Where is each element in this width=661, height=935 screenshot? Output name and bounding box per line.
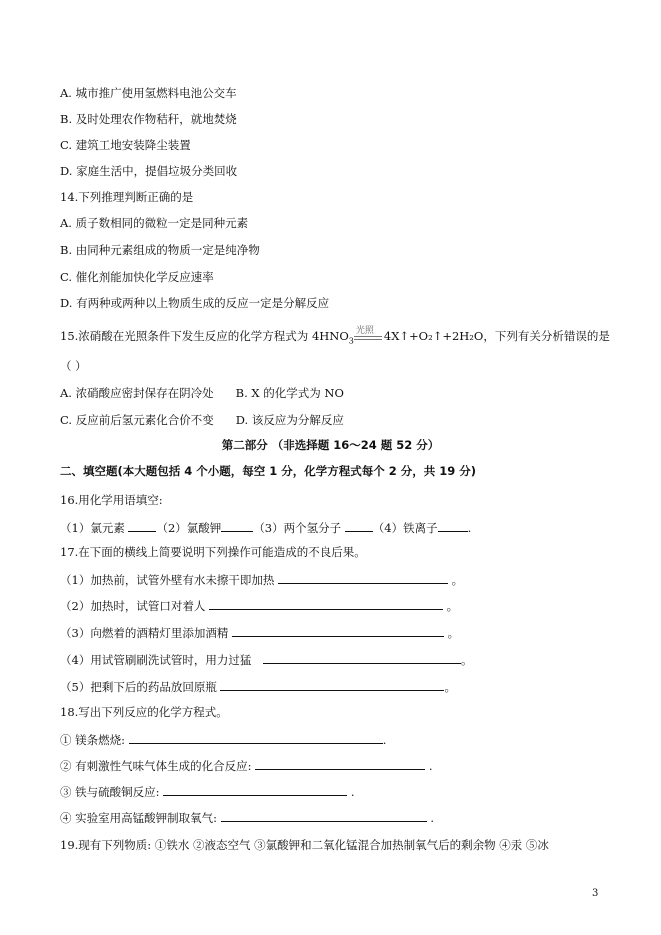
q17-item-text: （2）加热时，试管口对着人	[60, 599, 206, 613]
q16-p1: （1）氯元素	[60, 521, 125, 535]
q17-item-2	[60, 597, 458, 614]
blank[interactable]	[345, 519, 373, 532]
blank[interactable]	[128, 519, 156, 532]
q15-option-a: A. 浓硝酸应密封保存在阴冷处	[60, 386, 214, 400]
q14-option-b: B. 由同种元素组成的物质一定是纯净物	[60, 243, 260, 257]
q17-item-3	[60, 624, 459, 641]
q17-item-5	[60, 678, 456, 695]
section-title: 第二部分 （非选择题 16～24 题 52 分）	[221, 438, 440, 452]
blank[interactable]	[220, 678, 444, 691]
q14-option-a: A. 质子数相同的微粒一定是同种元素	[60, 216, 249, 230]
q15-stem	[60, 328, 610, 349]
q13-option-c: C. 建筑工地安装降尘装置	[60, 138, 191, 152]
period: 。	[451, 573, 464, 587]
period: .	[430, 811, 434, 825]
q17-item-text: （1）加热前，试管外壁有水未擦干即加热	[60, 573, 275, 587]
q18-item-4	[60, 809, 434, 826]
blank[interactable]	[221, 809, 427, 822]
reaction-condition: 光照	[355, 326, 374, 336]
blank[interactable]	[163, 783, 347, 796]
q16-p4: （4）铁离子	[372, 521, 438, 535]
q15-sub3: 3	[348, 336, 354, 346]
period: 。	[460, 653, 473, 667]
q16-end: .	[467, 521, 472, 535]
q15-paren: （ ）	[60, 359, 87, 373]
period: 。	[447, 626, 460, 640]
q13-option-a: A. 城市推广使用氢燃料电池公交车	[60, 86, 237, 100]
page-number: 3	[592, 888, 599, 899]
q16-p2: （2）氯酸钾	[156, 521, 222, 535]
q14-option-d: D. 有两种或两种以上物质生成的反应一定是分解反应	[60, 296, 330, 310]
period: 。	[446, 599, 459, 613]
blank[interactable]	[255, 757, 425, 770]
q15-option-b: B. X 的化学式为 NO	[235, 386, 344, 400]
period: .	[428, 759, 433, 773]
blank[interactable]	[438, 519, 468, 532]
q18-item-text: ③ 铁与硫酸铜反应:	[60, 785, 160, 799]
q14-stem: 14.下列推理判断正确的是	[60, 190, 194, 204]
q18-item-text: ② 有刺激性气味气体生成的化合反应:	[60, 759, 252, 773]
q15-option-d: D. 该反应为分解反应	[235, 413, 344, 427]
q18-item-text: ① 镁条燃烧:	[60, 733, 126, 747]
q13-option-b: B. 及时处理农作物秸秆，就地焚烧	[60, 112, 237, 126]
q15-options-row1	[60, 385, 344, 401]
q17-item-text: （5）把剩下后的药品放回原瓶	[60, 680, 217, 694]
blank[interactable]	[221, 519, 253, 532]
q15-stem-pre: 15.浓硝酸在光照条件下发生反应的化学方程式为 4HNO	[60, 329, 349, 343]
q15-eq-right: 4X↑+O₂↑+2H₂O，下列有关分析错误的是	[383, 329, 610, 343]
equals-sign-icon	[354, 336, 382, 340]
blank[interactable]	[278, 571, 448, 584]
period: .	[382, 733, 387, 747]
q18-stem: 18.写出下列反应的化学方程式。	[60, 705, 228, 719]
q17-stem: 17.在下面的横线上简要说明下列操作可能造成的不良后果。	[60, 545, 366, 559]
q17-item-text: （3）向燃着的酒精灯里添加酒精	[60, 626, 229, 640]
q18-item-2	[60, 757, 433, 774]
blank[interactable]	[129, 731, 383, 744]
q17-item-4	[60, 651, 472, 668]
section-heading: 二、填空题(本大题包括 4 个小题，每空 1 分，化学方程式每个 2 分，共 19 分)	[60, 464, 477, 478]
blank[interactable]	[232, 624, 444, 637]
q16-blanks-row	[60, 519, 471, 536]
blank[interactable]	[209, 597, 443, 610]
q18-item-3	[60, 783, 355, 800]
q15-options-row2	[60, 412, 344, 428]
blank[interactable]	[263, 651, 461, 664]
period: 。	[444, 680, 456, 694]
q14-option-c: C. 催化剂能加快化学反应速率	[60, 270, 214, 284]
q16-p3: （3）两个氢分子	[253, 521, 342, 535]
q16-stem: 16.用化学用语填空:	[60, 493, 163, 507]
reaction-condition-arrow	[354, 328, 384, 342]
q15-option-c: C. 反应前后氢元素化合价不变	[60, 413, 214, 427]
period: .	[350, 785, 355, 799]
q19-stem: 19.现有下列物质: ①铁水 ②液态空气 ③氯酸钾和二氧化锰混合加热制氧气后的剩余物 ④汞 ⑤冰	[60, 838, 549, 852]
q13-option-d: D. 家庭生活中，提倡垃圾分类回收	[60, 164, 238, 178]
q17-item-1	[60, 571, 463, 588]
q18-item-text: ④ 实验室用高锰酸钾制取氧气:	[60, 811, 218, 825]
q18-item-1	[60, 731, 386, 748]
q17-item-text: （4）用试管刷刷洗试管时，用力过猛	[60, 653, 252, 667]
